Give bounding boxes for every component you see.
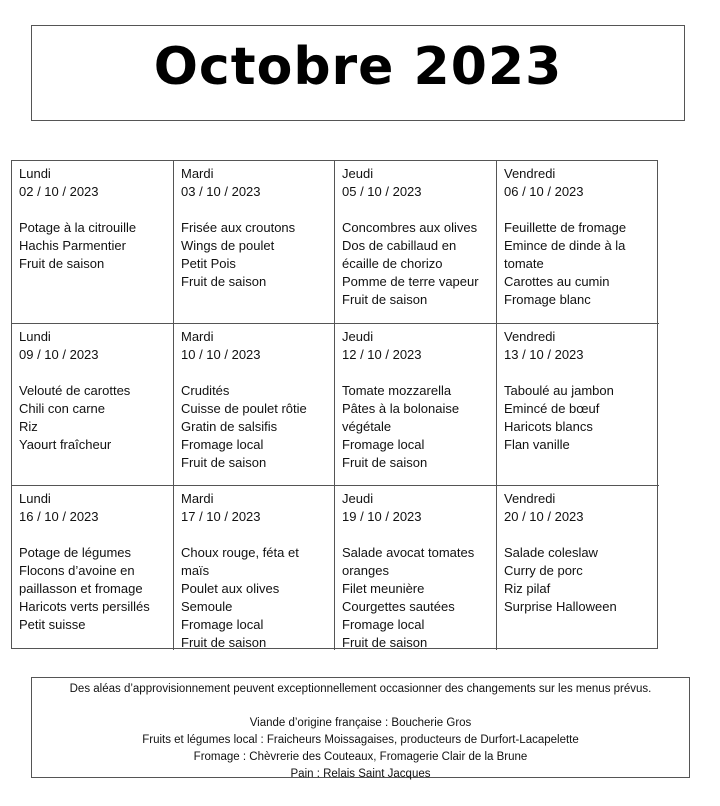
menu-day-cell [497,324,659,486]
menu-day-cell [335,486,497,650]
dish-item: Choux rouge, féta et [181,545,299,560]
footer-notes [31,677,690,778]
dish-item: Concombres aux olives [342,220,478,235]
day-date: 03 / 10 / 2023 [181,184,261,199]
dish-item: Fromage local [342,617,425,632]
day-name: Vendredi [504,329,556,344]
day-date: 16 / 10 / 2023 [19,509,99,524]
dish-item: Feuillette de fromage [504,220,627,235]
day-name: Jeudi [342,329,374,344]
menu-day-cell [174,324,335,486]
day-date: 19 / 10 / 2023 [342,509,422,524]
dish-item: Hachis Parmentier [19,238,126,253]
day-date: 02 / 10 / 2023 [19,184,99,199]
dish-item: végétale [342,419,392,434]
dish-item: Chili con carne [19,401,105,416]
dish-item: Petit suisse [19,617,86,632]
dish-item: Salade avocat tomates [342,545,475,560]
dish-item: Fruit de saison [342,635,428,650]
dish-item: Dos de cabillaud en [342,238,457,253]
menu-day-cell [174,161,335,324]
dish-item: Filet meunière [342,581,425,596]
dish-item: Pâtes à la bolonaise [342,401,460,416]
dish-item: Haricots blancs [504,419,593,434]
menu-day-cell [12,161,174,324]
dish-item: Pomme de terre vapeur [342,274,479,289]
dish-item: Flan vanille [504,437,570,452]
dish-item: Poulet aux olives [181,581,280,596]
dish-item: Semoule [181,599,233,614]
menu-day-cell [12,324,174,486]
source-cheese: Fromage : Chèvrerie des Couteaux, Fromagerie Clair de la Brune [193,751,528,763]
menu-day-cell [335,324,497,486]
dish-item: Courgettes sautées [342,599,455,614]
menu-day-cell [174,486,335,650]
page-title: Octobre 2023 [153,37,563,97]
dish-item: Flocons d’avoine en [19,563,135,578]
title-box [31,25,685,121]
day-date: 12 / 10 / 2023 [342,347,422,362]
day-name: Vendredi [504,491,556,506]
dish-item: Wings de poulet [181,238,275,253]
supply-notice: Des aléas d’approvisionnement peuvent exceptionnellement occasionner des changements sur les menus prévus. [69,683,652,695]
dish-item: Gratin de salsifis [181,419,278,434]
dish-item: Taboulé au jambon [504,383,614,398]
menu-day-cell [335,161,497,324]
day-name: Jeudi [342,491,374,506]
day-date: 10 / 10 / 2023 [181,347,261,362]
dish-item: Crudités [181,383,230,398]
dish-item: Fruit de saison [19,256,105,271]
dish-item: Emincé de bœuf [504,401,600,416]
dish-item: Fromage local [181,437,264,452]
day-date: 06 / 10 / 2023 [504,184,584,199]
menu-day-cell [12,486,174,650]
dish-item: oranges [342,563,389,578]
day-name: Lundi [19,491,51,506]
dish-item: Curry de porc [504,563,583,578]
dish-item: Emince de dinde à la [504,238,626,253]
dish-item: Potage à la citrouille [19,220,137,235]
dish-item: Haricots verts persillés [19,599,150,614]
dish-item: maïs [181,563,210,578]
menu-day-cell [497,486,659,650]
dish-item: écaille de chorizo [342,256,443,271]
dish-item: Cuisse de poulet rôtie [181,401,307,416]
day-name: Vendredi [504,166,556,181]
dish-item: Fruit de saison [181,635,267,650]
source-produce: Fruits et légumes local : Fraicheurs Moissagaises, producteurs de Durfort-Lacapelette [142,734,579,746]
menu-day-cell [497,161,659,324]
day-name: Mardi [181,329,214,344]
day-date: 09 / 10 / 2023 [19,347,99,362]
dish-item: Velouté de carottes [19,383,131,398]
day-name: Lundi [19,329,51,344]
source-meat: Viande d’origine française : Boucherie Gros [249,717,472,729]
dish-item: Fruit de saison [342,455,428,470]
dish-item: Fruit de saison [181,274,267,289]
day-date: 13 / 10 / 2023 [504,347,584,362]
spacer [32,698,689,715]
dish-item: Petit Pois [181,256,236,271]
dish-item: Fromage local [181,617,264,632]
dish-item: Riz [19,419,38,434]
day-date: 17 / 10 / 2023 [181,509,261,524]
dish-item: Tomate mozzarella [342,383,452,398]
dish-item: Frisée aux croutons [181,220,296,235]
menu-table [11,160,658,649]
day-date: 20 / 10 / 2023 [504,509,584,524]
dish-item: Fromage local [342,437,425,452]
day-name: Mardi [181,166,214,181]
day-name: Mardi [181,491,214,506]
dish-item: Salade coleslaw [504,545,598,560]
dish-item: paillasson et fromage [19,581,143,596]
dish-item: Yaourt fraîcheur [19,437,112,452]
source-bread: Pain : Relais Saint Jacques [290,768,431,780]
dish-item: Potage de légumes [19,545,132,560]
dish-item: Fromage blanc [504,292,591,307]
dish-item: Surprise Halloween [504,599,617,614]
dish-item: Fruit de saison [342,292,428,307]
dish-item: Carottes au cumin [504,274,610,289]
day-date: 05 / 10 / 2023 [342,184,422,199]
dish-item: Riz pilaf [504,581,551,596]
day-name: Lundi [19,166,51,181]
dish-item: Fruit de saison [181,455,267,470]
dish-item: tomate [504,256,544,271]
day-name: Jeudi [342,166,374,181]
